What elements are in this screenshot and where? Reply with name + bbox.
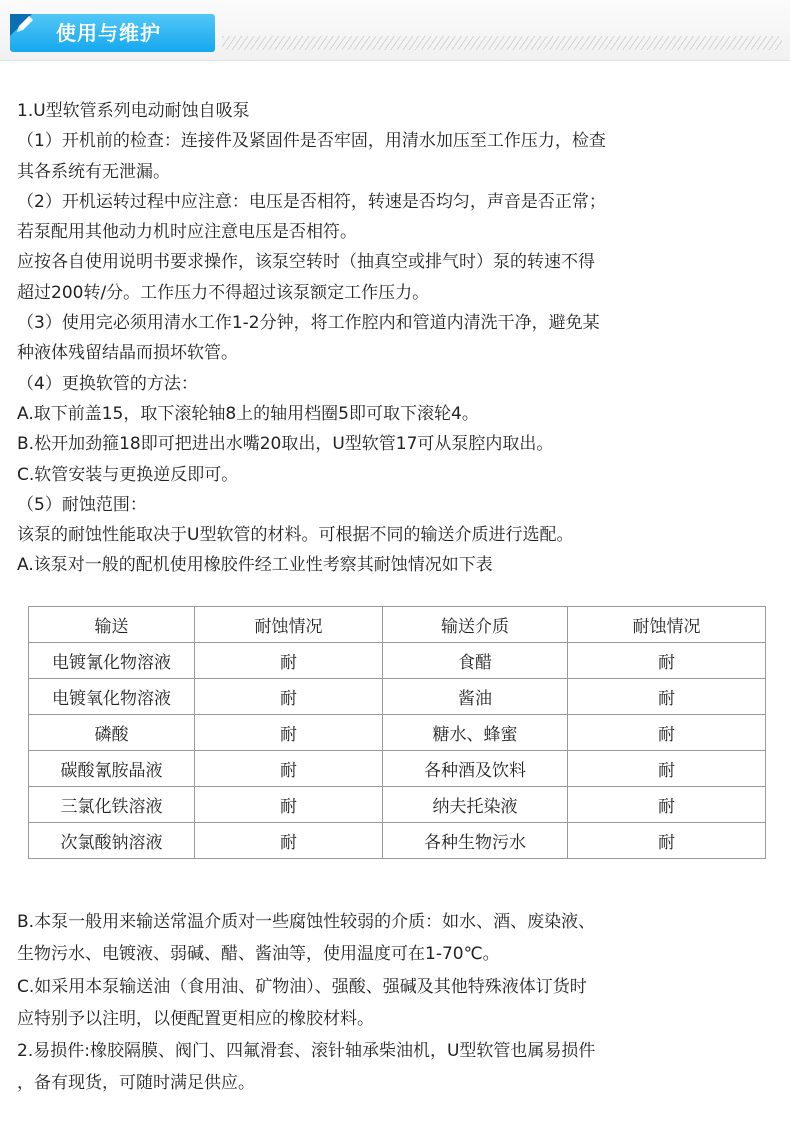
section-header — [0, 0, 790, 61]
instruction-line: （3）使用完必须用清水工作1-2分钟，将工作腔内和管道内清洗干净，避免某 — [17, 313, 600, 334]
instruction-line: 超过200转/分。工作压力不得超过该泵额定工作压力。 — [17, 282, 430, 303]
table-cell: 耐 — [195, 787, 383, 823]
note-line: 应特别予以注明，以便配置更相应的橡胶材料。 — [17, 1008, 374, 1029]
instruction-line: 1.U型软管系列电动耐蚀自吸泵 — [17, 101, 250, 121]
decorative-stripes — [222, 36, 782, 50]
instruction-line: 其各系统有无泄漏。 — [17, 161, 170, 182]
note-line: B.本泵一般用来输送常温介质对一些腐蚀性较弱的介质：如水、酒、废染液、 — [17, 912, 596, 932]
instruction-line: B.松开加劲箍18即可把进出水嘴20取出，U型软管17可从泵腔内取出。 — [17, 434, 554, 455]
note-line: ，备有现货，可随时满足供应。 — [17, 1073, 255, 1094]
table-row — [29, 787, 766, 823]
table-cell: 耐 — [568, 823, 766, 859]
additional-notes — [17, 906, 782, 1100]
table-cell: 电镀氧化物溶液 — [29, 679, 195, 715]
table-row — [29, 823, 766, 859]
instruction-line: A.该泵对一般的配机使用橡胶件经工业性考察其耐蚀情况如下表 — [17, 555, 493, 576]
page-title: 使用与维护 — [56, 21, 161, 45]
maintenance-instructions — [17, 96, 782, 581]
instruction-line: 该泵的耐蚀性能取决于U型软管的材料。可根据不同的输送介质进行选配。 — [17, 525, 574, 546]
table-row — [29, 643, 766, 679]
table-header-row — [29, 607, 766, 643]
instruction-line: C.软管安装与更换逆反即可。 — [17, 464, 239, 485]
instruction-line: 若泵配用其他动力机时应注意电压是否相符。 — [17, 222, 357, 243]
table-cell: 纳夫托染液 — [383, 787, 568, 823]
instruction-line: A.取下前盖15，取下滚轮轴8上的轴用档圈5即可取下滚轮4。 — [17, 403, 479, 424]
table-cell: 各种生物污水 — [383, 823, 568, 859]
table-row — [29, 679, 766, 715]
table-cell: 耐 — [195, 715, 383, 751]
table-cell: 耐 — [568, 643, 766, 679]
header-cell: 耐蚀情况 — [568, 607, 766, 643]
note-line: 生物污水、电镀液、弱碱、醋、酱油等，使用温度可在1-70℃。 — [17, 944, 500, 965]
table-cell: 耐 — [568, 715, 766, 751]
table-cell: 糖水、蜂蜜 — [383, 715, 568, 751]
table-cell: 耐 — [568, 679, 766, 715]
header-cell: 输送介质 — [383, 607, 568, 643]
table-cell: 磷酸 — [29, 715, 195, 751]
table-cell: 三氯化铁溶液 — [29, 787, 195, 823]
table-cell: 耐 — [195, 679, 383, 715]
table-cell: 各种酒及饮料 — [383, 751, 568, 787]
header-cell: 输送 — [29, 607, 195, 643]
table-cell: 酱油 — [383, 679, 568, 715]
table-cell: 耐 — [195, 823, 383, 859]
table-cell: 耐 — [568, 787, 766, 823]
note-line: C.如采用本泵输送油（食用油、矿物油）、强酸、强碱及其他特殊液体订货时 — [17, 976, 587, 997]
table-cell: 碳酸氰胺晶液 — [29, 751, 195, 787]
pencil-icon — [13, 12, 37, 36]
table-cell: 电镀氰化物溶液 — [29, 643, 195, 679]
table-cell: 耐 — [568, 751, 766, 787]
table-cell: 耐 — [195, 751, 383, 787]
instruction-line: （4）更换软管的方法： — [17, 373, 198, 394]
table-cell: 耐 — [195, 643, 383, 679]
table-cell: 食醋 — [383, 643, 568, 679]
instruction-line: （5）耐蚀范围： — [17, 494, 147, 515]
corrosion-table — [28, 606, 766, 859]
table-row — [29, 715, 766, 751]
instruction-line: （1）开机前的检查：连接件及紧固件是否牢固，用清水加压至工作压力，检查 — [17, 131, 606, 152]
instruction-line: 应按各自使用说明书要求操作，该泵空转时（抽真空或排气时）泵的转速不得 — [17, 252, 595, 273]
instruction-line: 种液体残留结晶而损坏软管。 — [17, 343, 238, 364]
instruction-line: （2）开机运转过程中应注意：电压是否相符，转速是否均匀，声音是否正常； — [17, 191, 606, 212]
table-row — [29, 751, 766, 787]
table-cell: 次氯酸钠溶液 — [29, 823, 195, 859]
note-line: 2.易损件:橡胶隔膜、阀门、四氟滑套、滚针轴承柴油机，U型软管也属易损件 — [17, 1041, 596, 1062]
header-cell: 耐蚀情况 — [195, 607, 383, 643]
